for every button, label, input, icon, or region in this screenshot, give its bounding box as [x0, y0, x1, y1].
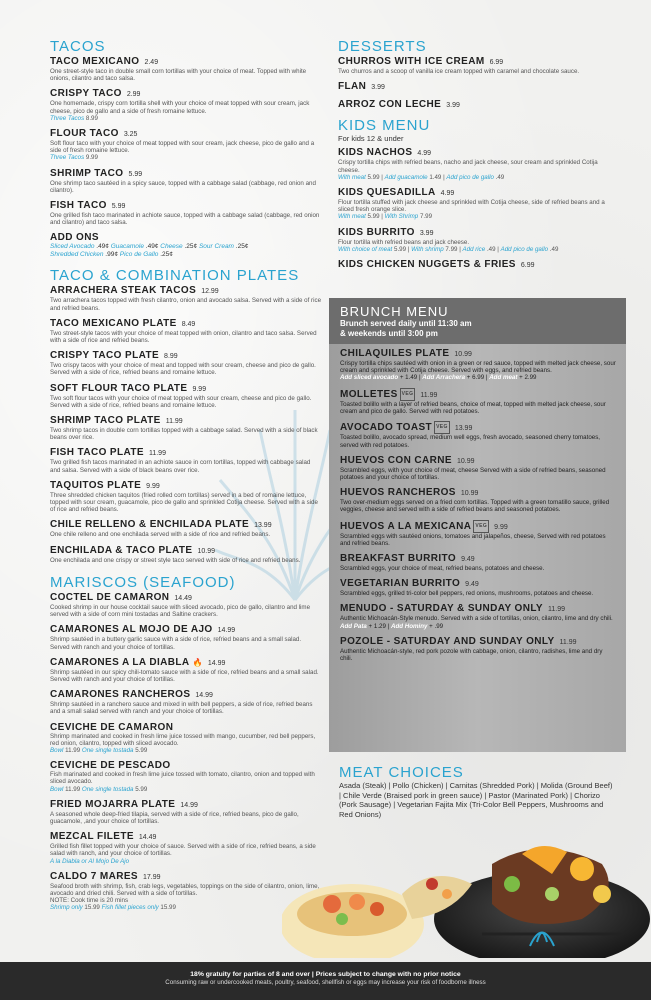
brunch-subtitle-2: & weekends until 3:00 pm	[340, 329, 438, 338]
option-label: Add pico de gallo	[446, 173, 496, 181]
item-title: CHILE RELLENO & ENCHILADA PLATE	[50, 519, 250, 531]
item-description: Cooked shrimp in our house cocktail sauce with sliced avocado, pico de gallo, cilantro and lime served with a side of corn mini tostadas and Saltine crackers.	[50, 603, 311, 619]
menu-item-name	[340, 636, 616, 648]
vegetarian-icon: VEG	[434, 421, 450, 434]
item-title: CAMARONES AL MOJO DE AJO	[50, 624, 213, 636]
item-price: 2.49	[144, 59, 159, 66]
addon-price: .49¢	[96, 243, 109, 251]
item-price: 3.99	[371, 84, 385, 92]
item-price: 4.99	[440, 190, 455, 198]
item-options	[338, 213, 610, 220]
separator: |	[457, 245, 463, 253]
option-price: 7.99	[445, 245, 458, 253]
menu-item	[340, 603, 616, 629]
menu-item-name	[340, 487, 616, 499]
menu-item	[340, 520, 616, 548]
option-price: .49	[495, 173, 505, 181]
menu-item	[50, 88, 322, 122]
item-price: 6.99	[520, 262, 535, 270]
menu-item	[340, 388, 616, 416]
item-title: FISH TACO PLATE	[50, 447, 144, 459]
menu-item	[338, 187, 610, 221]
item-title: CRISPY TACO PLATE	[50, 350, 160, 362]
item-title: CRISPY TACO	[50, 88, 122, 100]
menu-item	[338, 227, 610, 253]
item-extra	[50, 115, 322, 122]
kids-title: KIDS MENU	[338, 117, 431, 135]
item-price: 13.99	[254, 522, 272, 530]
menu-item	[50, 592, 322, 618]
item-price: 11.99	[420, 391, 438, 399]
menu-item	[340, 421, 616, 449]
item-title: HUEVOS CON CARNE	[340, 454, 452, 466]
option-price: + 2.99	[519, 374, 537, 382]
item-description: One shrimp taco sautéed in a spicy sauce, topped with a cabbage salad (cabbage, red onion and cilantro).	[50, 179, 316, 194]
menu-item	[50, 56, 322, 82]
item-title: COCTEL DE CAMARON	[50, 591, 170, 603]
addon-price: .25¢	[235, 243, 249, 251]
option-label: With meat	[338, 213, 368, 221]
item-description: Toasted bolillo, avocado spread, medium well eggs, fresh avocado, seasoned cherry tomatoes, served with red potatoes.	[340, 434, 601, 449]
menu-item	[340, 348, 616, 382]
menu-item-name	[340, 421, 616, 434]
menu-item	[50, 128, 322, 162]
menu-item-name	[338, 147, 610, 159]
menu-item-name	[50, 760, 322, 771]
menu-item	[340, 487, 616, 513]
desserts-section	[338, 38, 610, 111]
item-price: 4.99	[417, 150, 432, 158]
menu-item	[340, 553, 616, 572]
item-price: 3.99	[419, 229, 434, 237]
extra-label: Three Tacos	[50, 154, 86, 162]
item-title: AVOCADO TOAST	[340, 422, 433, 434]
option-price: 5.99	[367, 173, 380, 181]
menu-item	[338, 259, 610, 271]
menu-item-name	[50, 689, 322, 701]
item-description: One grilled fish taco marinated in achiote sauce, topped with a cabbage salad (cabbage, red onion and cilantro) and taco salsa.	[50, 212, 320, 227]
separator: |	[385, 622, 391, 630]
menu-item-name	[50, 285, 322, 297]
item-description: One street-style taco in double small corn tortillas with your choice of meat. Topped with white onions, cilantro and taco salsa.	[50, 68, 307, 83]
item-description: Two crispy tacos with your choice of meat and topped with sour cream, cheese and pico de gallo. Served with a side of rice, refried beans and romaine lettuce.	[50, 362, 316, 377]
meat-title: MEAT CHOICES	[339, 764, 464, 781]
item-description: Two soft flour tacos with your choice of meat topped with sour cream, cheese and pico de gallo. Served with a side of rice, refried beans and romaine lettuce.	[50, 394, 312, 409]
option-price: + 1.49	[399, 374, 418, 382]
option-label: Add Pata	[340, 622, 369, 630]
menu-item-name	[50, 350, 322, 362]
extra-price: 11.99	[65, 785, 81, 793]
menu-item-name	[338, 81, 610, 93]
menu-item	[50, 722, 322, 755]
separator: |	[379, 213, 385, 221]
menu-item	[50, 383, 322, 409]
extra-label: Shrimp only	[50, 904, 85, 912]
item-description: Seafood broth with shrimp, fish, crab legs, vegetables, toppings on the side of cilantro, onion, lime, avocado and dried chili. Served with a side of tortillas.	[50, 882, 320, 897]
item-price: 14.99	[180, 801, 198, 809]
extra-price: 15.99	[84, 904, 100, 912]
menu-item	[50, 657, 322, 683]
extra-price: 9.99	[85, 154, 98, 162]
menu-item	[50, 415, 322, 441]
menu-item-name	[50, 519, 322, 531]
menu-item-name	[340, 553, 616, 565]
item-price: 8.49	[181, 320, 196, 328]
item-title: CHILAQUILES PLATE	[340, 348, 450, 359]
addons-line-2	[50, 251, 322, 259]
item-title: CEVICHE DE PESCADO	[50, 760, 171, 772]
item-title: ENCHILADA & TACO PLATE	[50, 544, 193, 556]
desserts-title: DESSERTS	[338, 38, 427, 55]
flame-icon: 🔥	[192, 657, 203, 667]
item-description: A seasoned whole deep-fried tilapia, served with a side of rice, refried beans, pico de gallo, guacamole, ,and your choice of tortillas.	[50, 810, 299, 825]
item-title: ARROZ CON LECHE	[338, 99, 442, 111]
item-title: CAMARONES A LA DIABLA	[50, 656, 190, 668]
item-title: SHRIMP TACO	[50, 167, 124, 179]
item-price: 14.99	[207, 659, 226, 667]
menu-item-name	[338, 187, 610, 199]
separator: |	[417, 374, 423, 382]
item-description: Two shrimp tacos in double corn tortillas topped with a cabbage salad. Served with a side of black beans over rice.	[50, 427, 318, 442]
item-title: FISH TACO	[50, 200, 107, 212]
extra-label: Bowl	[50, 746, 66, 754]
menu-item	[50, 760, 322, 793]
item-price: 17.99	[142, 873, 161, 881]
item-title: BREAKFAST BURRITO	[340, 553, 457, 565]
combos-section	[50, 267, 322, 563]
option-price: + 6.99	[466, 374, 485, 382]
item-description: Shrimp sautéed in a buttery garlic sauce with a side of rice, refried beans and a small salad. Served with ranch and your choice of tortillas.	[50, 636, 302, 651]
menu-item-name	[50, 318, 322, 330]
item-price: 10.99	[460, 490, 479, 498]
extra-price: 5.99	[135, 785, 148, 793]
item-title: VEGETARIAN BURRITO	[340, 578, 461, 590]
item-note: NOTE: Cook time is 20 mins	[50, 897, 129, 905]
item-title: CALDO 7 MARES	[50, 870, 138, 882]
item-description: Scrambled eggs with sautéed onions, tomatoes and jalapeños, cheese, Served with red potatoes and refried beans.	[340, 532, 606, 547]
item-description: Shrimp sautéed in a ranchero sauce and mixed in with bell peppers, a side of rice, refried beans and a small salad served with ranch and your choice of tortillas.	[50, 701, 313, 716]
item-price: 11.99	[148, 450, 166, 458]
item-description: One homemade, crispy corn tortilla shell with your choice of meat topped with sour cream, jack cheese, pico de gallo and a side of fresh romaine lettuce.	[50, 100, 310, 115]
item-title: TACO MEXICANO	[50, 56, 140, 67]
item-description: Three shredded chicken taquitos (fried rolled corn tortillas) served in a bed of romaine lettuce, topped with sour cream, guacamole, pico de gallo and sprinkled Cotija cheese. Served with a side of rice and refried beans.	[50, 491, 318, 514]
item-title: KIDS NACHOS	[338, 147, 413, 159]
item-title: SHRIMP TACO PLATE	[50, 415, 161, 427]
extra-label: One single tostada	[81, 746, 136, 754]
menu-item	[50, 519, 322, 538]
option-label: With choice of meat	[338, 245, 394, 253]
option-label: Add Hominy	[390, 622, 430, 630]
option-label: Add pico de gallo	[500, 245, 550, 253]
item-title: HUEVOS A LA MEXICANA	[340, 520, 472, 532]
item-title: KIDS QUESADILLA	[338, 187, 436, 199]
item-description: Shrimp sautéed in our spicy chili-tomato sauce with a side of rice, refried beans and a small salad. Served with ranch and your choice of tortillas.	[50, 668, 319, 683]
item-price: 11.99	[559, 638, 577, 646]
menu-item-name	[340, 578, 616, 590]
item-description: Authentic Michoacán-Style menudo. Served with a side of tortillas, onion, cilantro, lime and dry chili.	[340, 615, 613, 623]
addons-line-1	[50, 243, 322, 251]
option-price: .49	[486, 245, 496, 253]
menu-item	[50, 200, 322, 226]
item-price: 14.99	[217, 627, 236, 635]
item-description: Scrambled eggs, your choice of meat, refried beans, potatoes and cheese.	[340, 565, 545, 573]
menu-item-name	[50, 128, 322, 140]
addon-label: Sour Cream	[198, 243, 236, 251]
item-title: POZOLE - SATURDAY AND SUNDAY ONLY	[340, 635, 555, 647]
item-title: MEZCAL FILETE	[50, 831, 134, 843]
item-description: Fish marinated and cooked in fresh lime juice tossed with tomato, cilantro, onion and topped with sliced avocado.	[50, 771, 315, 786]
item-description: Two churros and a scoop of vanilla ice cream topped with caramel and chocolate sauce.	[338, 68, 580, 75]
kids-section	[338, 117, 610, 271]
option-price: .49	[549, 245, 559, 253]
item-price: 14.99	[195, 692, 213, 700]
item-title: FRIED MOJARRA PLATE	[50, 798, 176, 810]
menu-item-name	[50, 88, 322, 100]
extra-price: 5.99	[135, 746, 148, 754]
separator: |	[484, 374, 490, 382]
item-title: FLOUR TACO	[50, 128, 119, 140]
menu-item-name	[340, 348, 616, 360]
menu-item	[340, 455, 616, 481]
item-title: MENUDO - SATURDAY & SUNDAY ONLY	[340, 603, 543, 615]
item-price: 9.99	[494, 523, 508, 531]
menu-item-name	[50, 799, 322, 811]
item-title: CEVICHE DE CAMARON	[50, 721, 174, 733]
option-label: With Shrimp	[384, 213, 420, 221]
item-description: Grilled fish fillet topped with your choice of sauce. Served with a side of rice, refried beans, a side salad with ranch, and your choice of tortillas.	[50, 843, 316, 858]
item-price: 13.99	[454, 425, 473, 433]
item-price: 3.25	[123, 131, 138, 139]
item-price: 10.99	[456, 457, 475, 465]
separator: |	[379, 173, 385, 181]
item-title: HUEVOS RANCHEROS	[340, 487, 456, 499]
item-sauce-note: A la Diabla or Al Mojo De Ajo	[50, 857, 130, 865]
item-price: 11.99	[165, 418, 183, 426]
item-price: 2.99	[126, 91, 141, 99]
option-price: + .99	[429, 622, 444, 630]
item-description: Crispy tortilla chips with refried beans, nacho and jack cheese, sour cream and sprinkled Cotija cheese.	[338, 159, 598, 174]
footer-warning: Consuming raw or undercooked meats, poultry, seafood, shellfish or eggs may increase your risk of foodborne illness	[165, 979, 486, 986]
option-label: Add guacamole	[384, 173, 430, 181]
item-description: Authentic Michoacán-style, red pork pozole with cabbage, onion, cilantro, radishes, lime and dry chili.	[340, 647, 603, 663]
item-extra	[50, 154, 322, 161]
menu-item	[50, 689, 322, 715]
menu-item	[338, 81, 610, 93]
tacos-section	[50, 38, 322, 259]
menu-item-name	[50, 415, 322, 427]
item-title: ARRACHERA STEAK TACOS	[50, 285, 197, 297]
item-price: 9.99	[146, 482, 160, 490]
item-extra	[50, 747, 322, 754]
brunch-title: BRUNCH MENU	[340, 304, 449, 319]
left-column	[50, 38, 322, 918]
menu-item-name	[50, 657, 322, 669]
menu-item	[338, 56, 610, 75]
addon-label: Guacamole	[110, 243, 146, 251]
menu-item-name	[50, 624, 322, 636]
item-description: Two street-style tacos with your choice of meat topped with onion, cilantro and taco salsa. Served with a side of rice and refried beans.	[50, 329, 317, 345]
item-description: Scrambled eggs, grilled tri-color bell peppers, red onions, mushrooms, potatoes and cheese.	[340, 590, 594, 598]
addon-label: Cheese	[160, 243, 185, 251]
item-title: TAQUITOS PLATE	[50, 479, 142, 491]
addon-price: .49¢	[145, 243, 159, 251]
item-title: KIDS BURRITO	[338, 226, 415, 238]
item-title: SOFT FLOUR TACO PLATE	[50, 382, 188, 394]
menu-item-name	[338, 259, 610, 271]
vegetarian-icon: VEG	[473, 520, 489, 533]
item-description: Two over-medium eggs served on a fried corn tortillas. Topped with a green tomatillo sauce, grilled veggies, cheese and served with a side of refried beans and seasoned potatoes.	[340, 499, 610, 514]
item-title: CHURROS WITH ICE CREAM	[338, 56, 485, 67]
footer	[0, 962, 651, 1000]
item-options	[340, 623, 616, 630]
item-description: Scrambled eggs, with your choice of meat, cheese Served with a side of refried beans, seasoned potatoes and your choice of tortillas.	[340, 466, 606, 481]
option-price: 7.99	[419, 213, 433, 221]
menu-item-name	[50, 56, 322, 68]
brunch-panel	[329, 298, 626, 752]
addon-price: .99¢	[105, 251, 118, 259]
menu-item	[50, 318, 322, 344]
item-options	[340, 374, 616, 381]
menu-item	[50, 480, 322, 514]
addon-price: .25¢	[184, 243, 198, 251]
option-price: 1.49	[429, 173, 442, 181]
item-description: Toasted bolillo with a layer of refried beans, choice of meat, topped with melted jack cheese, sour cream and pico de gallo. Served with red potatoes.	[340, 400, 606, 415]
menu-item-name	[50, 168, 322, 180]
item-description: Two arrachera tacos topped with fresh cilantro, onion and avocado salsa. Served with a side of rice and refried beans.	[50, 297, 322, 312]
menu-item	[338, 147, 610, 181]
addon-label: Pico de Gallo	[119, 251, 161, 259]
item-description: One chile relleno and one enchilada served with a side of rice and refried beans.	[50, 531, 271, 539]
menu-item-name	[338, 227, 610, 239]
combos-title: TACO & COMBINATION PLATES	[50, 267, 300, 285]
option-label: With shrimp	[411, 245, 446, 253]
menu-item	[340, 578, 616, 597]
extra-label: Fish fillet pieces only	[101, 904, 161, 912]
menu-item-name	[338, 56, 610, 68]
item-title: CAMARONES RANCHEROS	[50, 689, 191, 701]
item-price: 9.49	[465, 581, 479, 589]
separator: |	[495, 245, 501, 253]
item-price: 14.49	[174, 594, 192, 602]
item-price: 9.49	[461, 556, 475, 564]
menu-item	[50, 285, 322, 311]
item-description: Soft flour taco with your choice of meat topped with sour cream, jack cheese, pico de gallo and a side of fresh romaine lettuce.	[50, 140, 315, 155]
separator: |	[441, 173, 447, 181]
addons	[50, 232, 322, 259]
menu-item-name	[340, 388, 616, 401]
item-price: 8.99	[164, 353, 178, 361]
item-price: 12.99	[201, 288, 219, 296]
menu-item	[340, 636, 616, 662]
right-column	[338, 38, 610, 277]
menu-item	[50, 799, 322, 825]
vegetarian-icon: VEG	[400, 388, 416, 401]
item-price: 14.49	[138, 834, 157, 842]
option-label: Add Arrachera	[422, 374, 467, 382]
item-price: 10.99	[454, 351, 472, 358]
brunch-subtitle-1: Brunch served daily until 11:30 am	[340, 319, 472, 328]
item-title: KIDS CHICKEN NUGGETS & FRIES	[338, 259, 516, 271]
item-description: Flour tortilla with refried beans and jack cheese.	[338, 238, 470, 246]
item-options	[338, 174, 610, 181]
option-price: + 1.29	[368, 622, 386, 630]
extra-label: One single tostada	[81, 785, 136, 793]
meat-description: Asada (Steak) | Pollo (Chicken) | Carnitas (Shredded Pork) | Molida (Ground Beef) | Chile Verde (Braised pork in green sauce) | Pastor (Marinated Pork) | Chorizo (Pork Sausage) | Vegetarian Fajita Mix (Tri-Color Bell Peppers, Mushrooms and Red Onions)	[339, 781, 613, 819]
food-photo-image	[282, 824, 651, 958]
item-price: 11.99	[548, 606, 565, 614]
menu-item-name	[340, 455, 616, 467]
kids-subtitle: For kids 12 & under	[338, 134, 404, 144]
item-options	[338, 246, 610, 253]
item-description: Shrimp marinated and cooked in fresh lime juice tossed with mango, cucumber, red bell peppers, red onion, cilantro, topped with sliced avocado.	[50, 732, 316, 747]
item-title: FLAN	[338, 81, 367, 93]
item-price: 9.99	[192, 385, 207, 393]
item-description: Two grilled fish tacos marinated in an achiote sauce in corn tortillas, topped with cabbage salad and salsa. Served with a side of black beans over rice.	[50, 459, 311, 474]
item-description: Crispy tortilla chips sautéed with onion in a green or red sauce, topped with melted jack cheese, sour cream and sprinkled with Cotija cheese. Served with eggs, and refried beans.	[340, 360, 616, 375]
brunch-header	[329, 298, 626, 344]
menu-item-name	[340, 520, 616, 533]
extra-price: 11.99	[65, 746, 81, 754]
menu-item-name	[338, 99, 610, 111]
item-title: TACO MEXICANO PLATE	[50, 317, 177, 329]
menu-item-name	[50, 592, 322, 604]
mariscos-title: MARISCOS (SEAFOOD)	[50, 573, 236, 591]
menu-item-name	[50, 447, 322, 459]
menu-item-name	[340, 603, 616, 615]
option-label: Add rice	[462, 245, 487, 253]
option-label: With meat	[338, 173, 368, 181]
extra-label: Three Tacos	[50, 114, 86, 122]
item-price: 3.99	[446, 102, 460, 110]
menu-item	[338, 99, 610, 111]
option-price: 5.99	[367, 213, 380, 221]
option-label: Add meat	[489, 374, 520, 382]
extra-price: 8.99	[85, 114, 98, 122]
menu-item	[50, 350, 322, 376]
extra-price: 15.99	[160, 904, 176, 912]
addon-price: .25¢	[160, 251, 173, 259]
menu-item-name	[50, 545, 322, 557]
addon-label: Shredded Chicken	[50, 251, 106, 259]
item-description: One enchilada and one crispy or street style taco served with side of rice and refried beans.	[50, 556, 301, 564]
item-price: 10.99	[197, 547, 216, 555]
menu-item-name	[50, 200, 322, 212]
separator: |	[406, 245, 412, 253]
item-price: 5.99	[128, 170, 143, 178]
item-price: 6.99	[489, 59, 504, 66]
item-extra	[50, 786, 322, 793]
item-price: 5.99	[111, 203, 126, 211]
addons-title: ADD ONS	[50, 232, 99, 244]
menu-item	[50, 624, 322, 650]
addon-label: Sliced Avocado	[50, 243, 97, 251]
menu-item	[50, 545, 322, 564]
brunch-list	[329, 344, 626, 662]
menu-item-name	[50, 722, 322, 733]
menu-item	[50, 168, 322, 194]
extra-label: Bowl	[50, 785, 66, 793]
item-description: Flour tortilla stuffed with jack cheese and sprinkled with Cotija cheese, side of refried beans and a sliced fresh orange slice.	[338, 199, 605, 214]
option-price: 5.99	[394, 245, 407, 253]
footer-gratuity: 18% gratuity for parties of 8 and over | Prices subject to change with no prior notice	[190, 971, 461, 978]
item-title: MOLLETES	[340, 388, 398, 400]
menu-item-name	[50, 383, 322, 395]
option-label: Add sliced avocado	[340, 374, 400, 382]
tacos-title: TACOS	[50, 38, 106, 55]
menu-item-name	[50, 480, 322, 492]
menu-item	[50, 447, 322, 473]
